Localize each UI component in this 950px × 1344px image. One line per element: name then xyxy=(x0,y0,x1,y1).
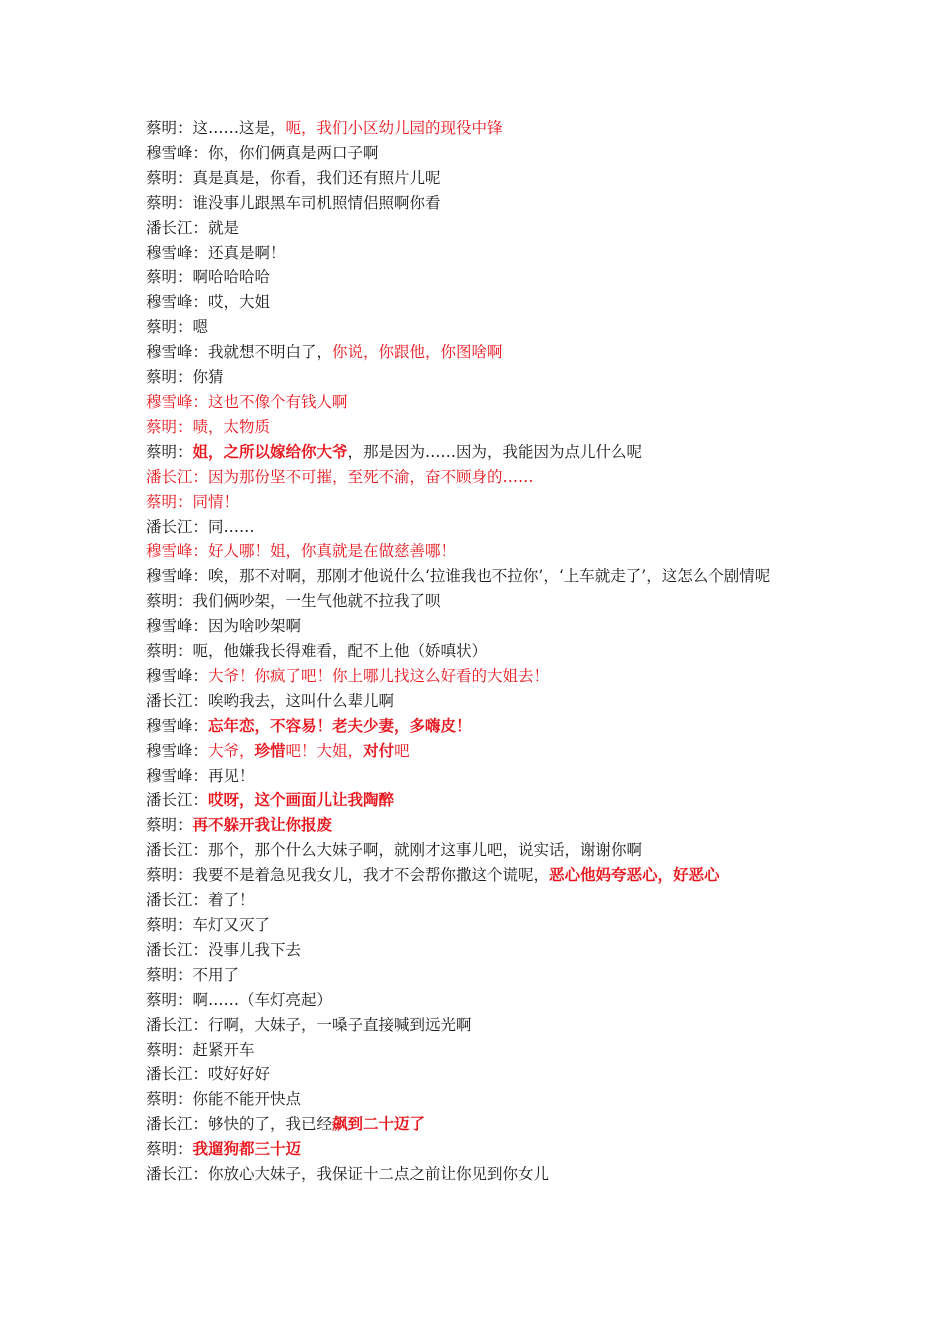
dialogue-segment: 潘长江：同…… xyxy=(146,517,255,536)
dialogue-segment: 穆雪峰：还真是啊！ xyxy=(146,243,286,262)
dialogue-segment: 蔡明： xyxy=(146,816,193,835)
dialogue-segment: 你说，你跟他，你图啥啊 xyxy=(332,343,503,362)
dialogue-line xyxy=(146,739,816,764)
dialogue-segment: 蔡明：不用了 xyxy=(146,965,240,984)
dialogue-segment: 蔡明：嗯 xyxy=(146,318,209,337)
dialogue-segment: 穆雪峰：你，你们俩真是两口子啊 xyxy=(146,143,379,162)
dialogue-line xyxy=(146,988,816,1013)
dialogue-segment: 潘长江：行啊，大妹子，一嗓子直接喊到远光啊 xyxy=(146,1015,472,1034)
dialogue-segment: 呃，我们小区幼儿园的现役中锋 xyxy=(285,119,503,137)
dialogue-line xyxy=(146,539,816,564)
dialogue-segment: 蔡明：真是真是，你看，我们还有照片儿呢 xyxy=(146,168,441,187)
dialogue-segment: 蔡明： xyxy=(146,1140,193,1159)
dialogue-segment: 蔡明： xyxy=(146,442,193,461)
dialogue-segment: 穆雪峰： xyxy=(146,716,209,735)
dialogue-line xyxy=(146,365,816,390)
dialogue-line xyxy=(146,290,816,315)
dialogue-line xyxy=(146,639,816,664)
dialogue-segment: 吧！大姐， xyxy=(285,741,364,760)
dialogue-line xyxy=(146,1087,816,1112)
dialogue-line xyxy=(146,241,816,266)
dialogue-line xyxy=(146,315,816,340)
dialogue-segment: 蔡明：这……这是， xyxy=(146,119,286,137)
dialogue-segment: 蔡明：你猜 xyxy=(146,368,224,387)
dialogue-segment: 蔡明：你能不能开快点 xyxy=(146,1090,302,1109)
dialogue-segment: ，那是因为……因为，我能因为点儿什么呢 xyxy=(347,442,643,461)
dialogue-line xyxy=(146,141,816,166)
dialogue-line xyxy=(146,340,816,365)
dialogue-segment: 潘长江：没事儿我下去 xyxy=(146,940,302,959)
dialogue-segment: 对付 xyxy=(363,740,395,760)
dialogue-segment: 大爷！你疯了吧！你上哪儿找这么好看的大姐去！ xyxy=(208,666,550,685)
dialogue-line xyxy=(146,838,816,863)
dialogue-segment: 潘长江： xyxy=(146,791,209,810)
dialogue-line xyxy=(146,390,816,415)
dialogue-line xyxy=(146,116,816,141)
dialogue-segment: 飙到二十迈了 xyxy=(332,1114,426,1134)
dialogue-segment: 吧 xyxy=(394,741,410,760)
dialogue-line xyxy=(146,490,816,515)
dialogue-segment: 蔡明：我们俩吵架，一生气他就不拉我了呗 xyxy=(146,592,441,611)
dialogue-line xyxy=(146,788,816,813)
script-document xyxy=(146,116,816,1187)
dialogue-line xyxy=(146,614,816,639)
dialogue-line xyxy=(146,465,816,490)
dialogue-line xyxy=(146,888,816,913)
dialogue-segment: 哎呀，这个画面儿让我陶醉 xyxy=(208,790,395,810)
dialogue-line xyxy=(146,1038,816,1063)
dialogue-segment: 大爷， xyxy=(208,741,255,760)
dialogue-line xyxy=(146,963,816,988)
dialogue-line xyxy=(146,216,816,241)
dialogue-line xyxy=(146,714,816,739)
dialogue-line xyxy=(146,1137,816,1162)
dialogue-segment: 潘长江：哎好好好 xyxy=(146,1065,271,1084)
dialogue-line xyxy=(146,689,816,714)
dialogue-segment: 蔡明：同情！ xyxy=(146,492,240,511)
dialogue-line xyxy=(146,764,816,789)
dialogue-segment: 蔡明：我要不是着急见我女儿，我才不会帮你撒这个谎呢， xyxy=(146,866,550,885)
dialogue-segment: 潘长江：够快的了，我已经 xyxy=(146,1115,333,1134)
dialogue-segment: 潘长江：因为那份坚不可摧，至死不渝，奋不顾身的…… xyxy=(146,467,534,486)
dialogue-segment: 忘年恋，不容易！老夫少妻，多嗨皮！ xyxy=(208,715,472,735)
dialogue-line xyxy=(146,1013,816,1038)
dialogue-segment: 蔡明：啊哈哈哈哈 xyxy=(146,268,271,287)
dialogue-segment: 穆雪峰：因为啥吵架啊 xyxy=(146,617,302,636)
dialogue-segment: 蔡明：车灯又灭了 xyxy=(146,916,271,934)
dialogue-segment: 穆雪峰：这也不像个有钱人啊 xyxy=(146,392,348,411)
dialogue-line xyxy=(146,913,816,938)
dialogue-segment: 姐，之所以嫁给你大爷 xyxy=(192,441,348,461)
dialogue-segment: 穆雪峰： xyxy=(146,741,209,760)
dialogue-segment: 潘长江：着了！ xyxy=(146,891,255,910)
dialogue-segment: 潘长江：那个，那个什么大妹子啊，就刚才这事儿吧，说实话，谢谢你啊 xyxy=(146,841,643,860)
dialogue-line xyxy=(146,191,816,216)
dialogue-segment: 潘长江：唉哟我去，这叫什么辈儿啊 xyxy=(146,691,395,710)
dialogue-segment: 穆雪峰：哎，大姐 xyxy=(146,293,271,312)
dialogue-segment: 穆雪峰：我就想不明白了， xyxy=(146,343,333,362)
dialogue-segment: 蔡明：啧，太物质 xyxy=(146,417,271,436)
dialogue-segment: 再不躲开我让你报废 xyxy=(192,815,333,835)
dialogue-line xyxy=(146,166,816,191)
dialogue-line xyxy=(146,440,816,465)
dialogue-segment: 蔡明：谁没事儿跟黑车司机照情侣照啊你看 xyxy=(146,193,441,212)
dialogue-line xyxy=(146,564,816,589)
dialogue-line xyxy=(146,664,816,689)
dialogue-line xyxy=(146,938,816,963)
dialogue-line xyxy=(146,1162,816,1187)
dialogue-line xyxy=(146,415,816,440)
dialogue-segment: 穆雪峰：再见！ xyxy=(146,766,255,785)
dialogue-segment: 蔡明：赶紧开车 xyxy=(146,1040,255,1059)
dialogue-segment: 恶心他妈夸恶心，好恶心 xyxy=(549,865,720,885)
dialogue-segment: 潘长江：你放心大妹子，我保证十二点之前让你见到你女儿 xyxy=(146,1165,550,1184)
dialogue-line xyxy=(146,1062,816,1087)
dialogue-segment: 潘长江：就是 xyxy=(146,218,240,237)
dialogue-line xyxy=(146,589,816,614)
dialogue-line xyxy=(146,515,816,540)
dialogue-segment: 穆雪峰：唉，那不对啊，那刚才他说什么‘拉谁我也不拉你’，‘上车就走了’，这怎么个剧情呢 xyxy=(146,567,771,586)
dialogue-line xyxy=(146,863,816,888)
dialogue-segment: 我遛狗都三十迈 xyxy=(192,1139,302,1159)
dialogue-line xyxy=(146,813,816,838)
dialogue-segment: 穆雪峰：好人哪！姐，你真就是在做慈善哪！ xyxy=(146,542,457,561)
dialogue-line xyxy=(146,1112,816,1137)
dialogue-segment: 蔡明：呃，他嫌我长得难看，配不上他（娇嗔状） xyxy=(146,642,488,661)
dialogue-segment: 穆雪峰： xyxy=(146,666,209,685)
dialogue-segment: 蔡明：啊……（车灯亮起） xyxy=(146,990,333,1009)
dialogue-line xyxy=(146,265,816,290)
dialogue-segment: 珍惜 xyxy=(254,740,286,760)
